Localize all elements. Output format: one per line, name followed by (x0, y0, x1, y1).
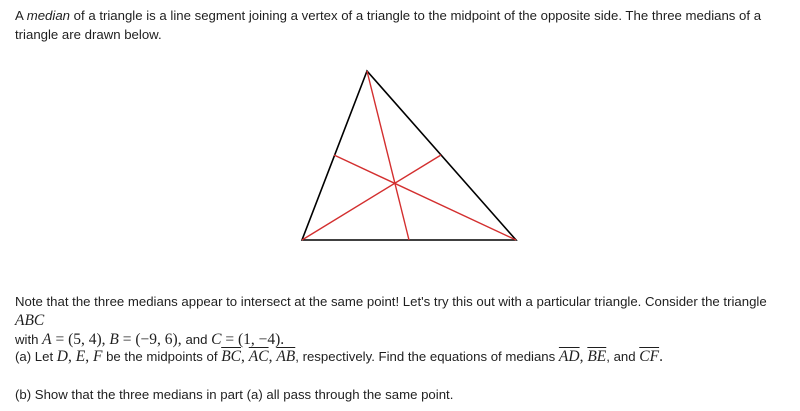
median-from-left-vertex (302, 155, 441, 240)
note-paragraph (15, 292, 795, 349)
note-line1: Note that the three medians appear to intersect at the same point! Let's try this out with a particular triangle. Consider the triangle (15, 294, 767, 309)
segment-ac: $\overline{AC}$ (248, 348, 269, 365)
note-with: with (15, 332, 43, 347)
median-ad: $\overline{AD}$ (558, 348, 580, 365)
note-and: and (185, 332, 212, 347)
point-b-value: = (−9, 6), (118, 331, 186, 348)
point-b-label: B (109, 331, 119, 348)
point-a-value: = (5, 4), (51, 331, 110, 348)
triangle-name: ABC (15, 312, 45, 329)
point-f: F (92, 348, 103, 365)
point-c-label: C (211, 331, 222, 348)
intro-before: A (15, 8, 27, 23)
part-a-resp: , respectively. Find the equations of medians (295, 349, 559, 364)
point-d: D (56, 348, 68, 365)
segment-bc: $\overline{BC}$ (221, 348, 241, 365)
point-e: E (75, 348, 86, 365)
median-from-right-vertex (334, 155, 516, 240)
segment-ab: $\overline{AB}$ (276, 348, 296, 365)
intro-after: of a triangle is a line segment joining a vertex of a triangle to the midpoint of the opposite side. The three medians of a triangle are drawn below. (15, 8, 762, 42)
part-a-be: be the midpoints of (102, 349, 222, 364)
point-c-value: = (1, −4). (221, 331, 285, 348)
part-b-text: (b) Show that the three medians in part (a) all pass through the same point. (15, 387, 454, 402)
comma: , (579, 348, 588, 365)
part-a-period: . (659, 348, 663, 365)
part-b-paragraph (15, 385, 795, 404)
median-be: $\overline{BE}$ (587, 348, 607, 365)
part-a-paragraph (15, 347, 795, 366)
part-a-prefix: (a) Let (15, 349, 57, 364)
medians (302, 71, 516, 240)
part-a-and: , and (606, 349, 640, 364)
median-from-top-vertex (367, 71, 409, 240)
comma: , (241, 348, 249, 365)
comma: , (67, 348, 76, 365)
median-term: median (26, 8, 70, 23)
comma: , (85, 348, 93, 365)
comma: , (268, 348, 277, 365)
point-a-label: A (42, 331, 52, 348)
median-cf: $\overline{CF}$ (639, 348, 660, 365)
